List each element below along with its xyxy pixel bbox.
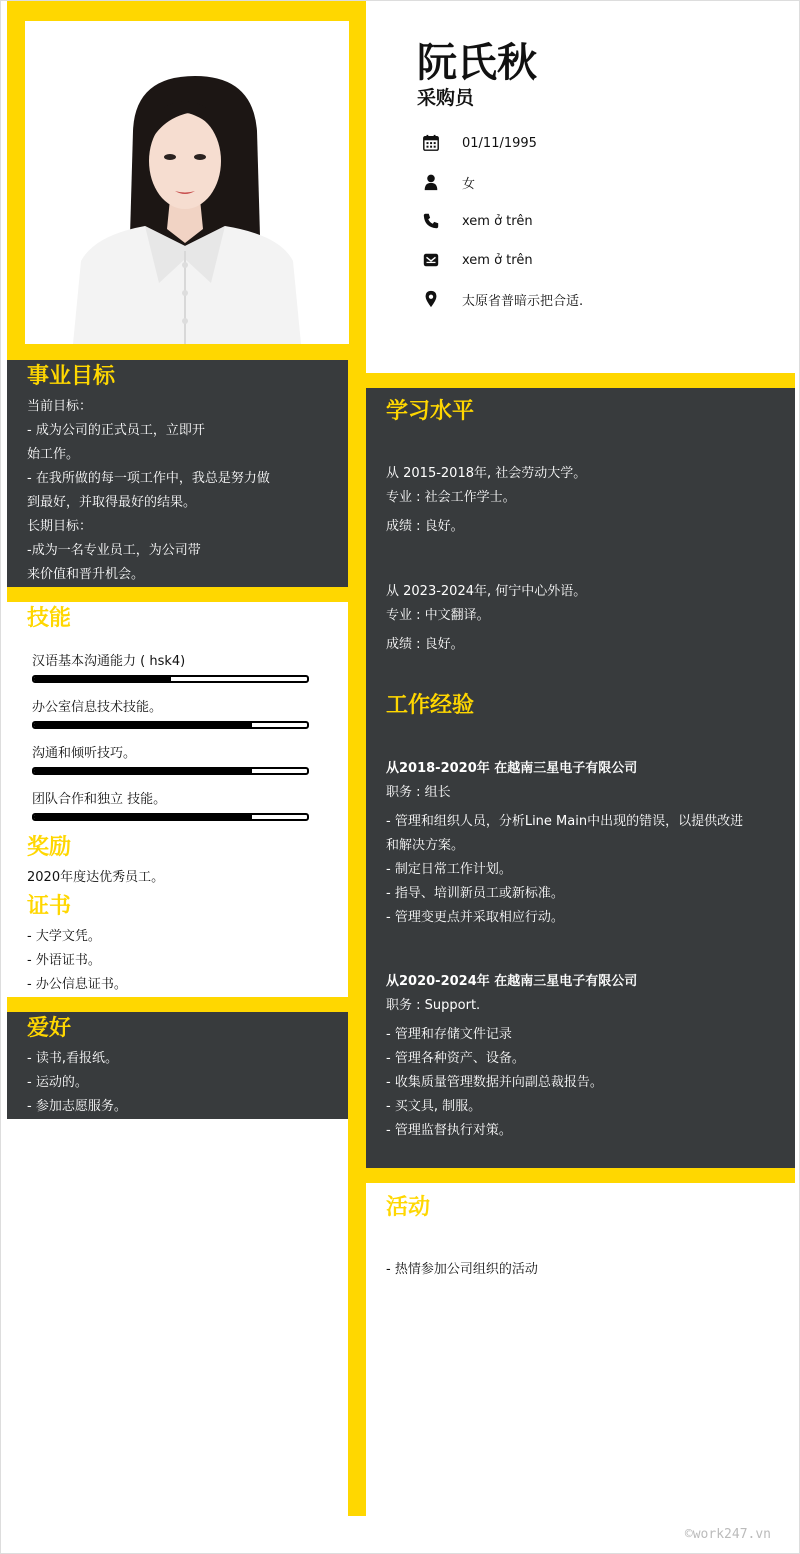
objective-title: 事业目标 — [27, 364, 116, 389]
gender-text: 女 — [462, 176, 476, 192]
education-entry — [386, 462, 586, 539]
info-phone — [421, 210, 533, 232]
skill-bar-fill — [34, 723, 252, 727]
experience-line: - 管理和组织人员，分析Line Main中出现的错误，以提供改进 — [386, 814, 744, 829]
skill-bar — [32, 813, 309, 821]
skill-label: 办公室信息技术技能。 — [32, 700, 163, 715]
email-icon — [421, 250, 441, 270]
education-school: 从 2023-2024年, 何宁中心外语。 — [386, 584, 587, 599]
education-major: 专业 : 社会工作学士。 — [386, 490, 516, 505]
certificates-title: 证书 — [27, 894, 72, 919]
email-text: xem ở trên — [462, 252, 533, 268]
info-gender — [421, 171, 475, 193]
skill-bar-fill — [34, 815, 252, 819]
skill-bar-fill — [34, 769, 252, 773]
watermark: ©work247.vn — [684, 1527, 771, 1542]
objective-line: 来价值和晋升机会。 — [27, 567, 145, 582]
objective-line: -成为一名专业员工，为公司带 — [27, 543, 201, 558]
experience-title: 工作经验 — [386, 693, 475, 718]
experience-heading: 从2020-2024年 在越南三星电子有限公司 — [386, 974, 638, 989]
experience-line: - 管理各种资产、设备。 — [386, 1051, 525, 1066]
hobby-line: - 读书,看报纸。 — [27, 1051, 118, 1066]
experience-position: 职务 : 组长 — [386, 785, 451, 800]
portrait-image — [25, 21, 349, 344]
education-title: 学习水平 — [386, 399, 475, 424]
objective-line: 当前目标： — [27, 399, 93, 414]
hobbies-title: 爱好 — [27, 1016, 72, 1041]
skill-bar-fill — [34, 677, 171, 681]
education-entry — [386, 580, 586, 657]
activity-line: - 热情参加公司组织的活动 — [386, 1262, 538, 1277]
candidate-name: 阮氏秋 — [417, 40, 537, 86]
education-school: 从 2015-2018年, 社会劳动大学。 — [386, 466, 587, 481]
profile-photo — [25, 21, 349, 344]
divider-bar — [366, 373, 795, 388]
education-grade: 成绩 : 良好。 — [386, 637, 464, 652]
skill-label: 汉语基本沟通能力 ( hsk4) — [32, 654, 186, 669]
experience-entry — [386, 970, 637, 1143]
experience-line: - 买文具, 制服。 — [386, 1099, 482, 1114]
skills-title: 技能 — [27, 606, 72, 631]
hobbies-section — [7, 1012, 348, 1119]
location-pin-icon — [421, 289, 441, 309]
objective-line: - 在我所做的每一项工作中，我总是努力做 — [27, 471, 270, 486]
experience-heading: 从2018-2020年 在越南三星电子有限公司 — [386, 761, 638, 776]
experience-line: - 指导、培训新员工或新标准。 — [386, 886, 564, 901]
experience-line: 和解决方案。 — [386, 838, 465, 853]
objective-line: - 成为公司的正式员工，立即开 — [27, 423, 205, 438]
hobby-line: - 参加志愿服务。 — [27, 1099, 127, 1114]
skill-bar — [32, 675, 309, 683]
experience-line: - 制定日常工作计划。 — [386, 862, 512, 877]
certificate-line: - 外语证书。 — [27, 953, 101, 968]
certificate-line: - 大学文凭。 — [27, 929, 101, 944]
activities-text — [386, 1258, 538, 1282]
objective-section — [7, 360, 348, 587]
info-birthdate — [421, 132, 537, 154]
experience-line: - 收集质量管理数据并向副总裁报告。 — [386, 1075, 603, 1090]
person-icon — [421, 172, 441, 192]
award-line: 2020年度达优秀员工。 — [27, 870, 165, 885]
experience-line: - 管理和存储文件记录 — [386, 1027, 512, 1042]
experience-position: 职务 : Support. — [386, 998, 481, 1013]
objective-line: 到最好，并取得最好的结果。 — [27, 495, 197, 510]
hobbies-text — [27, 1047, 127, 1119]
calendar-icon — [421, 133, 441, 153]
phone-icon — [421, 211, 441, 231]
awards-text — [27, 866, 164, 890]
skill-bar — [32, 767, 309, 775]
divider-bar — [7, 587, 348, 602]
experience-entry — [386, 757, 743, 930]
skill-label: 团队合作和独立 技能。 — [32, 792, 167, 807]
objective-text — [27, 395, 270, 587]
experience-line: - 管理变更点并采取相应行动。 — [386, 910, 564, 925]
certificate-line: - 办公信息证书。 — [27, 977, 127, 992]
activities-title: 活动 — [386, 1195, 431, 1220]
education-grade: 成绩 : 良好。 — [386, 519, 464, 534]
education-experience-section — [366, 388, 795, 1168]
certificates-text — [27, 925, 127, 997]
phone-text: xem ở trên — [462, 213, 533, 229]
objective-line: 长期目标： — [27, 519, 93, 534]
job-title: 采购员 — [417, 87, 475, 109]
objective-line: 始工作。 — [27, 447, 80, 462]
divider-bar — [366, 1168, 795, 1183]
awards-title: 奖励 — [27, 835, 72, 860]
skill-bar — [32, 721, 309, 729]
skill-label: 沟通和倾听技巧。 — [32, 746, 137, 761]
experience-line: - 管理监督执行对策。 — [386, 1123, 512, 1138]
address-text: 太原省普暗示把合适. — [462, 293, 584, 309]
info-email — [421, 249, 533, 271]
education-major: 专业 : 中文翻译。 — [386, 608, 490, 623]
birthdate-text: 01/11/1995 — [462, 135, 537, 151]
info-address — [421, 288, 583, 310]
divider-bar — [7, 997, 348, 1012]
hobby-line: - 运动的。 — [27, 1075, 88, 1090]
center-divider — [348, 1, 366, 1516]
